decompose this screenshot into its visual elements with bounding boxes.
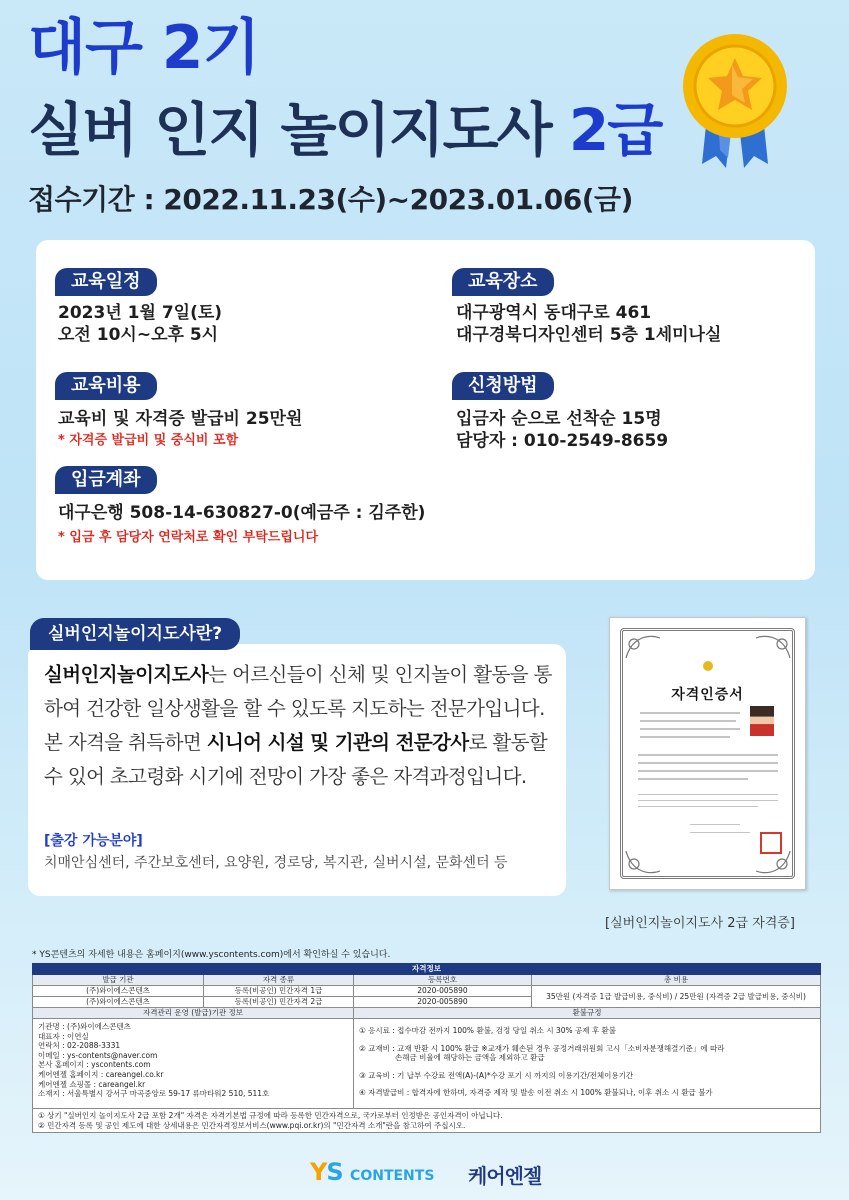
org-info (33, 1019, 354, 1109)
org-line: 본사 홈페이지 : yscontents.com (38, 1060, 151, 1070)
table-footnotes (33, 1109, 821, 1133)
footnote: ① 상기 "실버인지 놀이지도사 2급 포함 2개" 자격은 자격기본법 규정에 따라 등록한 민간자격으로, 국가로부터 인정받은 공인자격이 아닙니다. (38, 1111, 503, 1120)
course-title-grade: 2급 (568, 96, 662, 164)
cert-text-line (690, 824, 740, 825)
cert-text-line (640, 712, 740, 714)
cert-text-line (640, 720, 736, 722)
info-card (36, 240, 815, 580)
intro-text: 는 어르신들이 신체 및 인지놀이 활동을 통하여 건강한 일상생활을 할 수 있도록 지도하는 전문가입니다. 본 자격을 취득하면 (44, 663, 552, 754)
intro-text-end: 로 활동할 수 있어 초고령화 시기에 전망이 가장 좋은 자격과정입니다. (44, 731, 548, 788)
cert-text-line (638, 778, 748, 780)
logo-letter: Y (310, 1158, 327, 1186)
cost-text: 교육비 및 자격증 발급비 25만원 (58, 409, 303, 429)
schedule-label: 교육일정 (55, 268, 157, 296)
venue-label: 교육장소 (452, 268, 554, 296)
fields-list: 치매안심센터, 주간보호센터, 요양원, 경로당, 복지관, 실버시설, 문화센터 등 (44, 855, 508, 871)
cert-text-line (640, 728, 740, 730)
table-cell: 등록(비공인) 민간자격 2급 (204, 997, 354, 1008)
refund-line: ① 응시료 : 접수마감 전까지 100% 환불, 검정 당일 취소 시 30% 공제 후 환불 (359, 1026, 617, 1035)
refund-line: ③ 교육비 : 기 납부 수강료 전액(A)-(A)*수강 포기 시 까지의 이용기간/전체이용기간 (359, 1070, 634, 1080)
venue-address: 대구광역시 동대구로 461 (456, 303, 652, 323)
apply-method: 입금자 순으로 선착순 15명 (456, 409, 662, 429)
org-line: 기관명 : (주)와이에스콘텐츠 (38, 1022, 131, 1031)
cert-text-line (638, 770, 778, 772)
application-period: 접수기간 : 2022.11.23(수)~2023.01.06(금) (28, 183, 633, 216)
website-notice: * YS콘텐츠의 자세한 내용은 홈페이지(www.yscontents.com)에서 확인하실 수 있습니다. (32, 950, 391, 960)
refund-header: 환불규정 (354, 1008, 821, 1019)
medal-icon (670, 28, 800, 173)
schedule-date: 2023년 1월 7일(토) (58, 303, 223, 323)
careangel-logo: 케어엔젤 (468, 1164, 542, 1188)
cert-text-line (690, 832, 750, 833)
course-title (28, 90, 661, 170)
intro-highlight: 시니어 시설 및 기관의 전문강사 (206, 731, 469, 754)
apply-label: 신청방법 (452, 372, 554, 400)
schedule-time: 오전 10시~오후 5시 (58, 325, 219, 345)
refund-info (354, 1019, 821, 1109)
org-line: 소재지 : 서울특별시 강서구 마곡중앙로 59-17 류마타워2 510, 511호 (38, 1089, 270, 1099)
account-label: 입금계좌 (55, 466, 157, 494)
venue-room: 대구경북디자인센터 5층 1세미나실 (456, 325, 722, 345)
table-cell: 2020-005890 (354, 986, 532, 997)
footnote: ② 민간자격 등록 및 공인 제도에 대한 상세내용은 민간자격정보서비스(www.pqi.or.kr)의 "민간자격 소개"란을 참고하여 주십시오. (38, 1120, 466, 1130)
cert-text-line (638, 762, 778, 764)
certificate-image (609, 617, 806, 890)
table-header: 등록번호 (354, 975, 532, 986)
fields-heading: [출강 가능분야] (44, 833, 143, 849)
intro-paragraph (44, 658, 554, 794)
ys-contents-logo (310, 1158, 434, 1186)
table-header: 총 비용 (532, 975, 821, 986)
cost-note: * 자격증 발급비 및 중식비 포함 (58, 433, 239, 448)
intro-term: 실버인지놀이지도사 (44, 663, 209, 686)
table-cost: 35만원 (자격증 1급 발급비용, 중식비) / 25만원 (자격증 2급 발급비용, 중식비) (532, 986, 821, 1008)
qualification-table (32, 963, 821, 1133)
logo-letter: S (326, 1158, 343, 1186)
intro-label: 실버인지놀이지도사란? (30, 618, 240, 650)
table-header: 자격 종류 (204, 975, 354, 986)
certificate-seal (760, 832, 782, 854)
account-number: 대구은행 508-14-630827-0(예금주 : 김주한) (58, 503, 426, 523)
org-line: 케어엔젤 쇼핑몰 : careangel.kr (38, 1079, 146, 1089)
cert-text-line (640, 736, 730, 738)
org-line: 케어엔젤 홈페이지 : careangel.co.kr (38, 1069, 164, 1079)
cost-label: 교육비용 (55, 372, 157, 400)
certificate-caption: [실버인지놀이지도사 2급 자격증] (605, 916, 795, 931)
certificate-photo (750, 706, 774, 736)
intro-card (28, 644, 566, 896)
table-cell: 2020-005890 (354, 997, 532, 1008)
table-row (33, 986, 821, 997)
certificate-title: 자격인증서 (671, 687, 744, 703)
title-region: 대구 2기 (28, 13, 260, 83)
account-note: * 입금 후 담당자 연락처로 확인 부탁드립니다 (58, 530, 318, 545)
org-line: 대표자 : 이연실 (38, 1031, 89, 1041)
org-line: 연락처 : 02-2088-3331 (38, 1041, 121, 1051)
refund-line: 손해금 비율에 해당하는 금액을 제외하고 환급 (395, 1053, 545, 1063)
refund-line: ② 교재비 : 교재 반환 시 100% 환급 ※교재가 훼손된 경우 공정거래위원회 고시「소비자분쟁해결기준」에 따라 (359, 1043, 725, 1053)
org-header: 자격관리 운영 (발급)기관 정보 (33, 1008, 354, 1019)
table-title: 자격정보 (33, 964, 821, 975)
logo-text: CONTENTS (350, 1168, 435, 1184)
course-title-main: 실버 인지 놀이지도사 (28, 96, 569, 164)
refund-line: ④ 자격발급비 : 합격자에 한하며, 자격증 제작 및 발송 이전 취소 시 100% 환불되나, 이후 취소 시 환급 불가 (359, 1088, 713, 1098)
table-cell: (주)와이에스콘텐츠 (33, 986, 204, 997)
cert-text-line (638, 794, 778, 795)
cert-text-line (638, 806, 758, 807)
org-line: 이메일 : ys-contents@naver.com (38, 1050, 158, 1060)
table-cell: 등록(비공인) 민간자격 1급 (204, 986, 354, 997)
contact-phone: 담당자 : 010-2549-8659 (456, 431, 669, 451)
table-header: 발급 기관 (33, 975, 204, 986)
cert-text-line (638, 754, 778, 756)
table-cell: (주)와이에스콘텐츠 (33, 997, 204, 1008)
cert-text-line (638, 800, 778, 801)
